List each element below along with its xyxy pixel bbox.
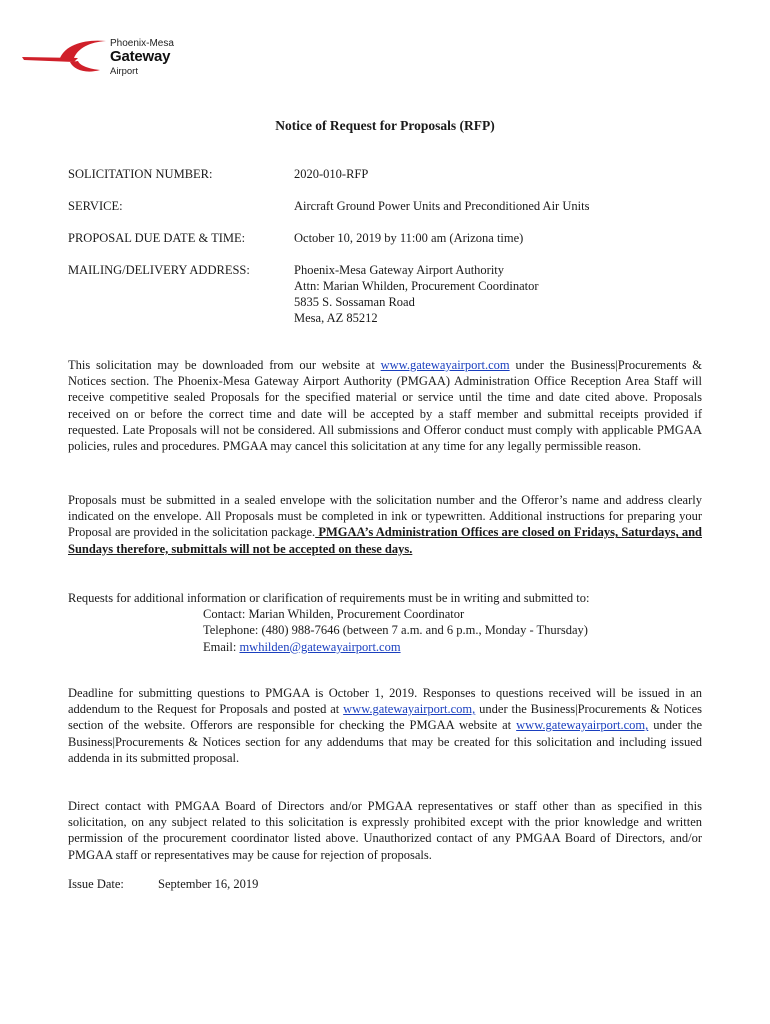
- field-value: 2020-010-RFP: [294, 167, 369, 181]
- swoosh-logo-icon: [20, 36, 110, 80]
- contact-intro: Requests for additional information or clarification of requirements must be in writing and submitted to:: [68, 591, 590, 605]
- paragraph-download-info: [68, 357, 702, 454]
- contact-name: Contact: Marian Whilden, Procurement Coordinator: [203, 607, 465, 622]
- text-segment: This solicitation may be downloaded from our website at: [68, 358, 381, 372]
- page-title: Notice of Request for Proposals (RFP): [275, 118, 495, 133]
- address-line: 5835 S. Sossaman Road: [294, 295, 415, 309]
- field-label: PROPOSAL DUE DATE & TIME:: [68, 231, 246, 245]
- field-value: [294, 262, 714, 326]
- logo-text-line3: Airport: [110, 66, 138, 77]
- text-segment: under the Business|Procurements & Notices section for any addendums that may be created for this solicitation and including issued addenda in its submitted proposal.: [68, 718, 702, 765]
- field-label: SOLICITATION NUMBER:: [68, 167, 213, 181]
- logo-text-line2: Gateway: [110, 48, 171, 65]
- text-segment: under the Business|Procurements & Notices section of the website. Offerors are responsible for checking the PMGAA website at: [68, 702, 702, 733]
- contact-email-row: [203, 639, 702, 655]
- text-segment: under the Business|Procurements & Notices section. The Phoenix-Mesa Gateway Airport Authority (PMGAA) Administration Office Reception Area Staff will receive competitive sealed Proposals for the specified material or service until the time and date cited above. Proposals received on or before the correct time and date will be accepted by a staff member and submittal receipts provided if requested. Late Proposals will not be considered. All submissions and Offeror conduct must comply with applicable PMGAA policies, rules and procedures. PMGAA may cancel this solicitation at any time for any legally permissible reason.: [68, 358, 703, 454]
- paragraph-submission-instructions: [68, 492, 702, 557]
- text-segment: Deadline for submitting questions to PMGAA is October 1, 2019. Responses to questions received will be issued in an addendum to the Request for Proposals and posted at: [68, 686, 702, 717]
- address-line: Attn: Marian Whilden, Procurement Coordinator: [294, 279, 539, 293]
- contact-block: [203, 606, 702, 655]
- email-link[interactable]: mwhilden@gatewayairport.com: [239, 639, 401, 654]
- issue-date-row: [68, 877, 258, 892]
- field-value: October 10, 2019 by 11:00 am (Arizona time): [294, 231, 524, 245]
- issue-date-label: Issue Date:: [68, 877, 124, 891]
- contact-telephone: Telephone: (480) 988-7646 (between 7 a.m. and 6 p.m., Monday - Thursday): [203, 623, 588, 638]
- airport-logo: [20, 36, 180, 80]
- field-label: SERVICE:: [68, 199, 123, 213]
- email-label: Email:: [203, 639, 240, 654]
- address-line: Phoenix-Mesa Gateway Airport Authority: [294, 263, 505, 277]
- address-line: Mesa, AZ 85212: [294, 311, 378, 325]
- website-link[interactable]: www.gatewayairport.com,: [516, 718, 649, 733]
- paragraph-questions-deadline: [68, 685, 702, 766]
- website-link[interactable]: www.gatewayairport.com: [380, 358, 510, 372]
- logo-text-line1: Phoenix-Mesa: [110, 38, 174, 49]
- field-label: MAILING/DELIVERY ADDRESS:: [68, 263, 250, 277]
- website-link[interactable]: www.gatewayairport.com,: [343, 702, 476, 717]
- text-segment: Proposals must be submitted in a sealed envelope with the solicitation number and the Offeror’s name and address clearly indicated on the envelope. All Proposals must be completed in ink or typewritten. Additional instructions for preparing your Proposal are provided in the solicitation package.: [68, 493, 702, 540]
- paragraph-contact-restriction: Direct contact with PMGAA Board of Directors and/or PMGAA representatives or staff other than as specified in this solicitation, on any subject related to this solicitation is expressly prohibited except with the prior knowledge and written permission of the procurement coordinator listed above. Unauthorized contact of any PMGAA Board of Directors, and/or PMGAA staff or representatives may be cause for rejection of proposals.: [68, 799, 702, 862]
- paragraph-contact-info: [68, 590, 702, 655]
- closure-notice: PMGAA’s Administration Offices are closed on Fridays, Saturdays, and Sundays therefore, submittals will not be accepted on these days.: [68, 525, 702, 556]
- field-value: Aircraft Ground Power Units and Preconditioned Air Units: [294, 199, 590, 213]
- issue-date-value: September 16, 2019: [158, 877, 259, 891]
